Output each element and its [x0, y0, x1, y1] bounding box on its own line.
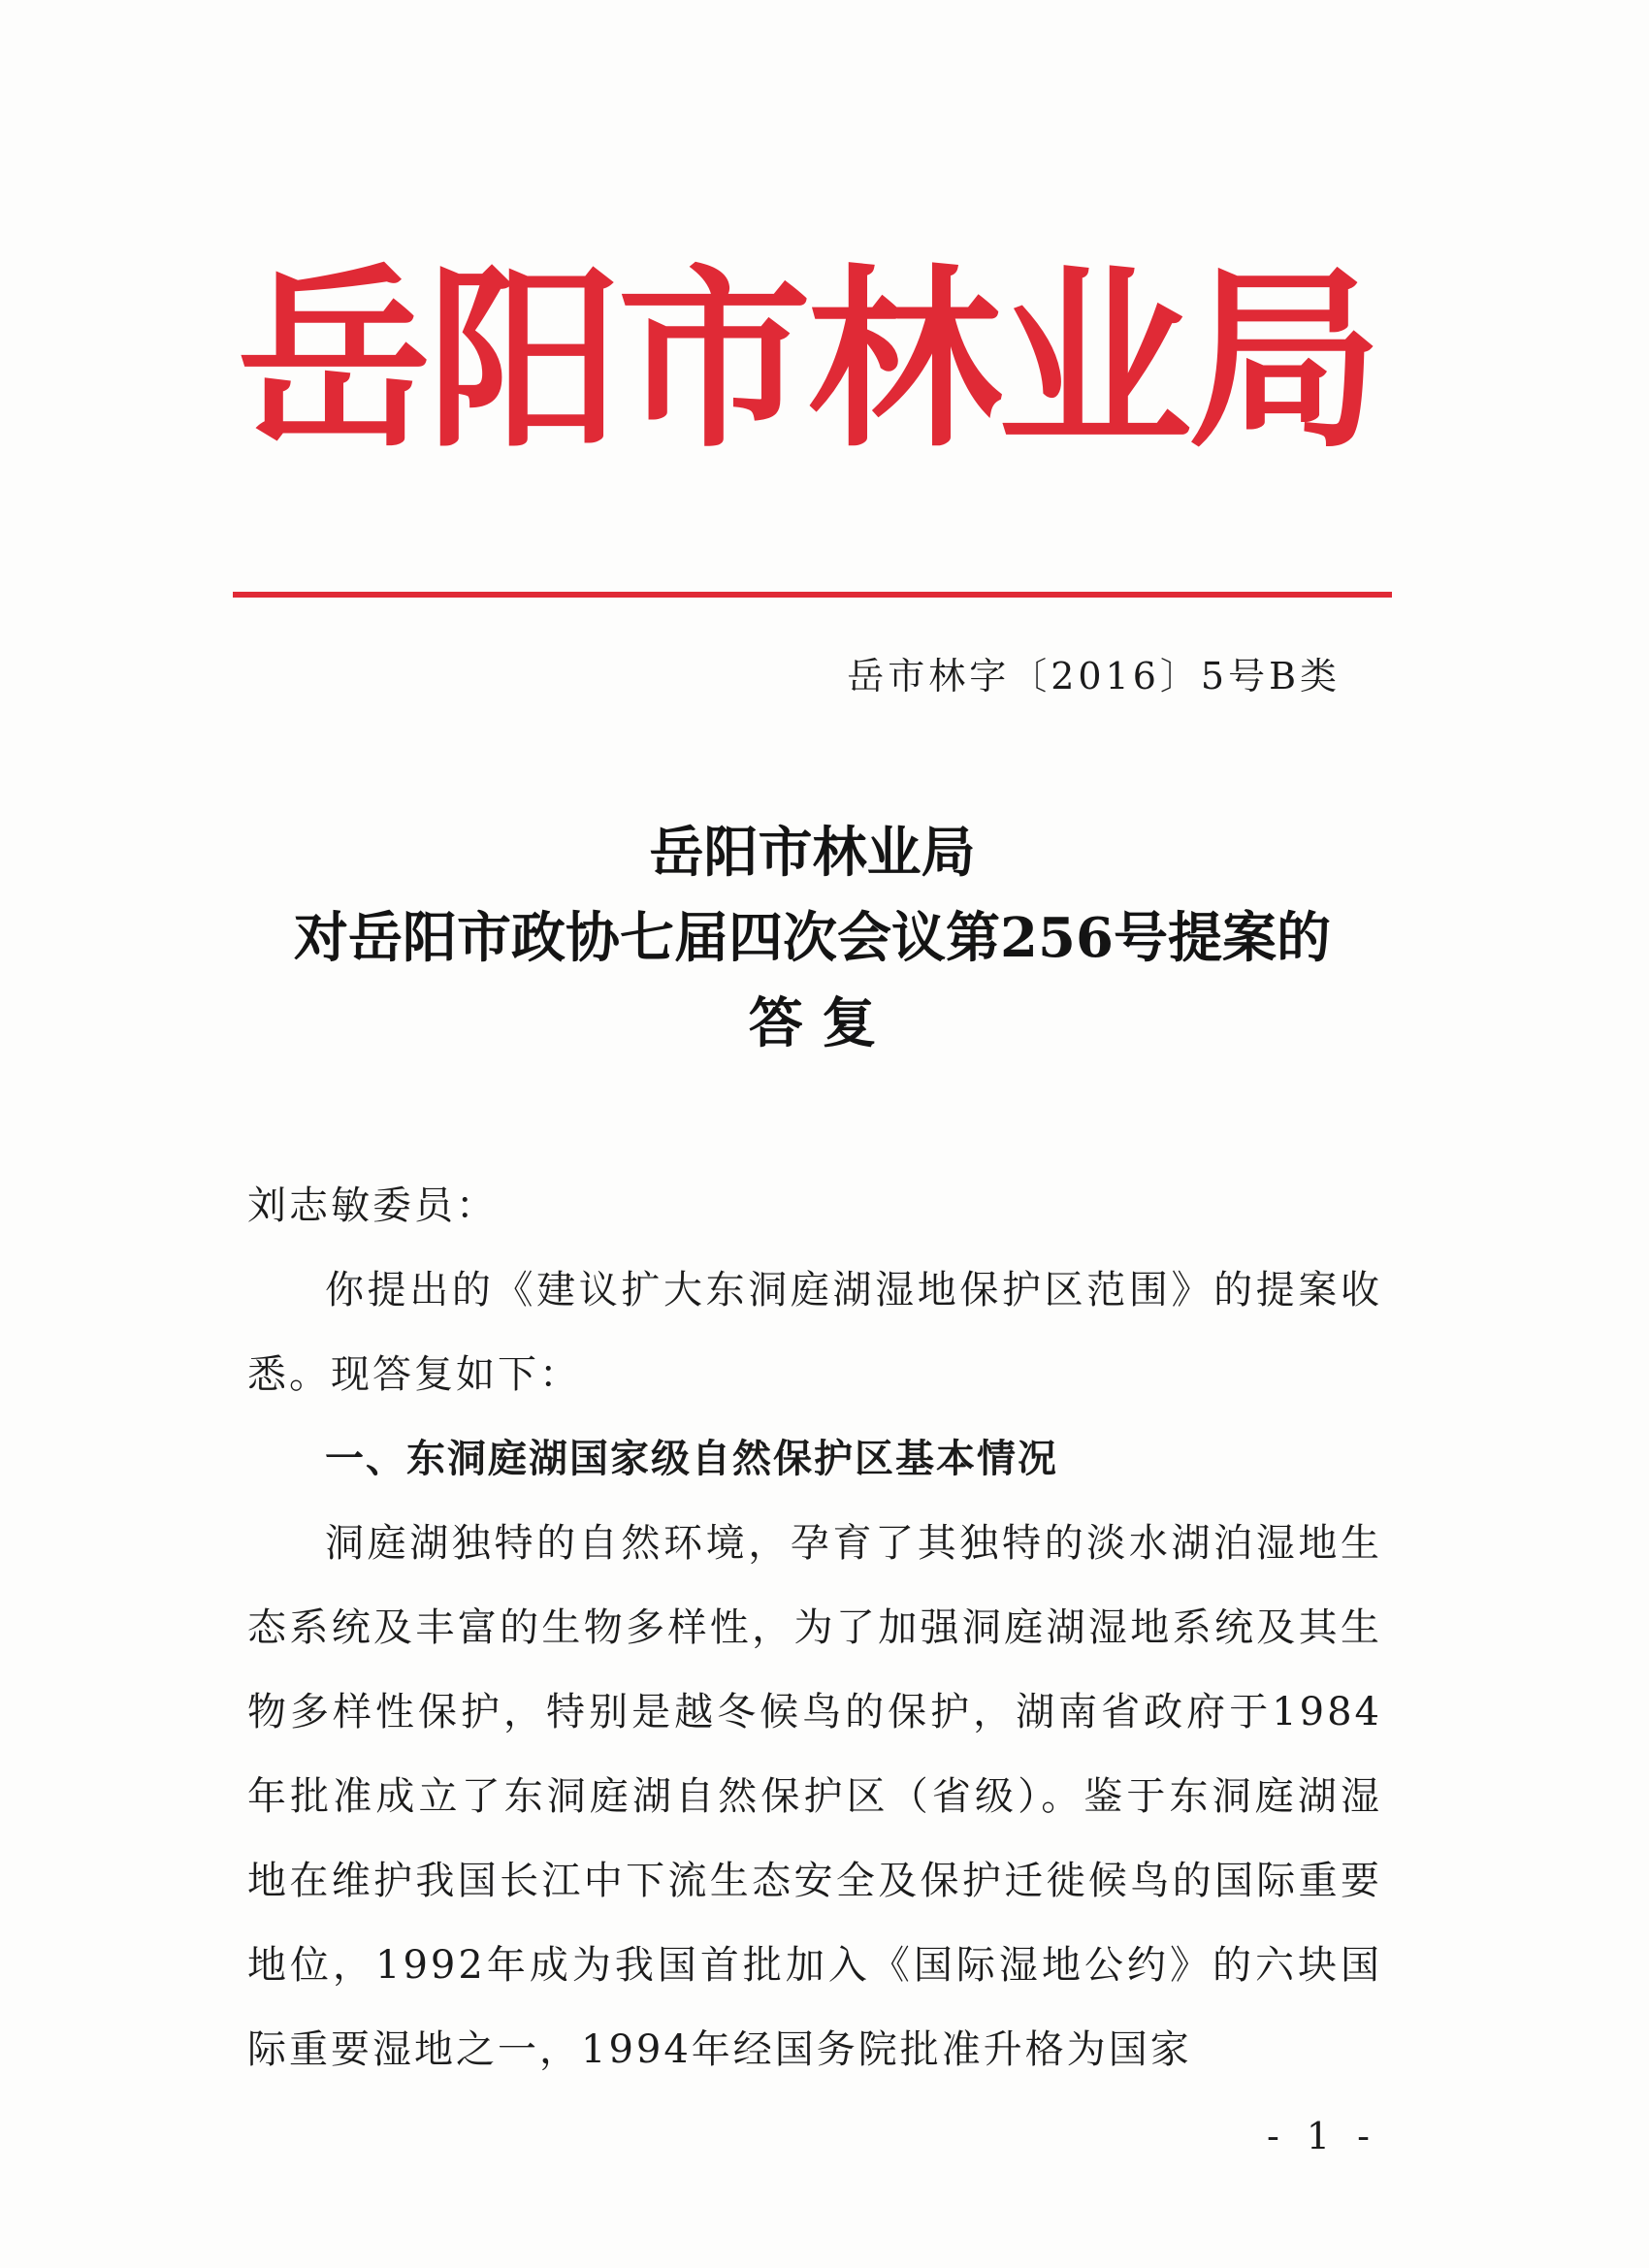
title-line-2: 对岳阳市政协七届四次会议第256号提案的: [294, 906, 1331, 970]
title-line-3: 答 复: [748, 991, 877, 1055]
red-divider-line: [233, 592, 1392, 598]
document-body: [247, 1164, 1382, 2092]
section-1-paragraph: 洞庭湖独特的自然环境，孕育了其独特的淡水湖泊湿地生态系统及丰富的生物多样性，为了加强洞庭湖湿地系统及其生物多样性保护，特别是越冬候鸟的保护，湖南省政府于1984年批准成立了东洞庭湖自然保护区（省级）。鉴于东洞庭湖湿地在维护我国长江中下流生态安全及保护迁徙候鸟的国际重要地位，1992年成为我国首批加入《国际湿地公约》的六块国际重要湿地之一，1994年经国务院批准升格为国家: [247, 1521, 1382, 2072]
intro-paragraph: 你提出的《建议扩大东洞庭湖湿地保护区范围》的提案收悉。现答复如下：: [247, 1268, 1382, 1397]
document-title: [233, 810, 1392, 1066]
page-number: - 1 -: [1266, 2115, 1377, 2157]
title-line-1: 岳阳市林业局: [649, 821, 976, 885]
salutation: 刘志敏委员：: [247, 1183, 498, 1228]
section-heading-1: 一、东洞庭湖国家级自然保护区基本情况: [325, 1437, 1058, 1481]
agency-red-header: 岳阳市林业局: [237, 246, 1378, 474]
document-number: 岳市林字〔2016〕5号B类: [847, 655, 1341, 697]
